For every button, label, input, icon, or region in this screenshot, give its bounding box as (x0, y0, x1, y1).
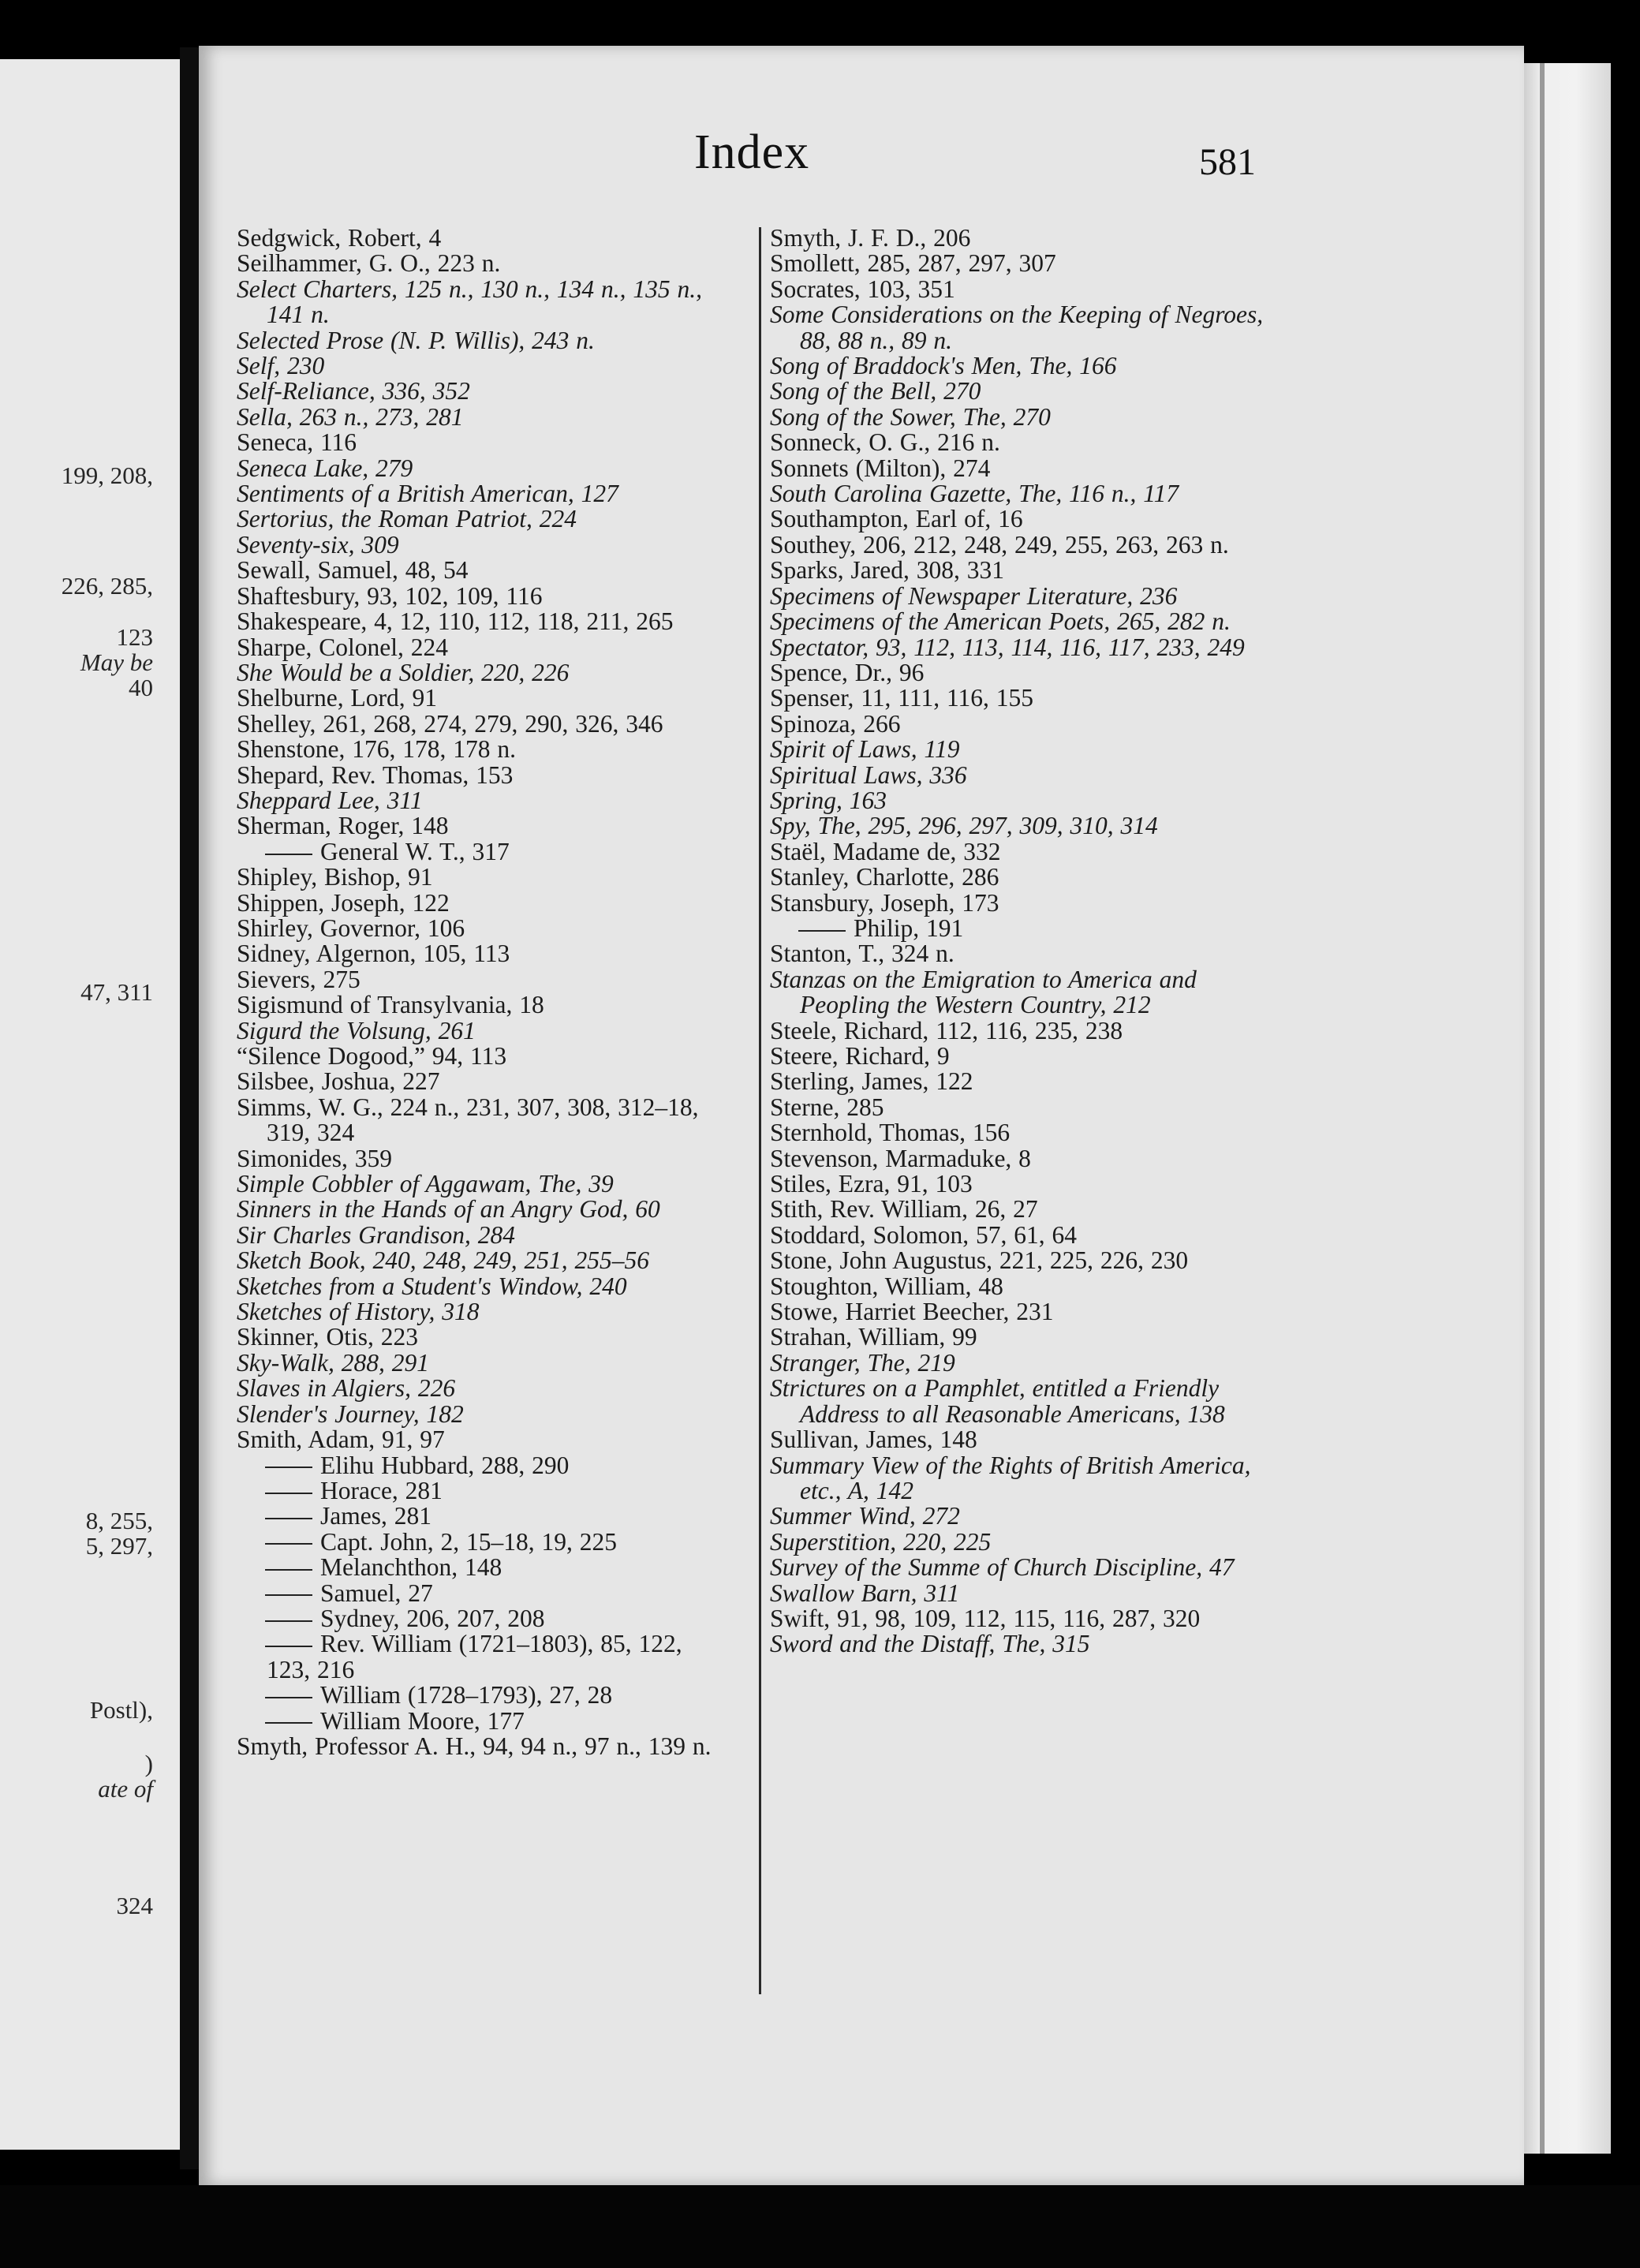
index-entry-text: Swallow Barn, 311 (770, 1579, 960, 1607)
index-entry (770, 660, 1267, 686)
index-entry-text: Silsbee, Joshua, 227 (237, 1067, 440, 1096)
previous-page-fragment: ) (144, 1750, 153, 1777)
index-entry (237, 1044, 726, 1069)
ditto-dash (265, 1646, 312, 1647)
index-entry (237, 813, 726, 839)
index-entry-text: Spy, The, 295, 296, 297, 309, 310, 314 (770, 812, 1158, 840)
index-entry-text: Southey, 206, 212, 248, 249, 255, 263, 263 n. (770, 530, 1229, 559)
index-entry-text: Stansbury, Joseph, 173 (770, 888, 999, 917)
index-entry-text: Shepard, Rev. Thomas, 153 (237, 760, 514, 789)
book-gutter (180, 47, 199, 2169)
index-entry (770, 1197, 1267, 1222)
index-entry (770, 532, 1267, 558)
index-entry-text: Slender's Journey, 182 (237, 1399, 464, 1428)
index-entry (237, 402, 726, 431)
index-entry (770, 558, 1267, 583)
index-entry (770, 813, 1267, 839)
index-entry-text: William Moore, 177 (320, 1706, 525, 1735)
index-entry-text: James, 281 (320, 1502, 431, 1530)
previous-page-fragment: 40 (129, 674, 153, 701)
index-entry (770, 1095, 1267, 1120)
index-entry (237, 379, 726, 404)
previous-page-fragment: 47, 311 (80, 978, 153, 1006)
index-entry-text: Spenser, 11, 111, 116, 155 (770, 684, 1034, 712)
previous-page-fragment: 123 (116, 623, 153, 651)
index-entry-text: Sir Charles Grandison, 284 (237, 1220, 516, 1249)
index-entry (237, 1683, 726, 1708)
index-entry-text: Song of the Sower, The, 270 (770, 402, 1051, 431)
index-entry-text: Sievers, 275 (237, 965, 361, 993)
ditto-dash (265, 1722, 312, 1724)
index-entry (237, 1171, 726, 1197)
index-entry-text: Seilhammer, G. O., 223 n. (237, 249, 501, 278)
index-entry (770, 1171, 1267, 1197)
index-entry-text: Stranger, The, 219 (770, 1348, 955, 1377)
page-number: 581 (1199, 141, 1256, 183)
page-title: Index (694, 125, 810, 179)
previous-page-fragment: 8, 255, (85, 1507, 153, 1534)
index-entry (237, 353, 726, 379)
index-entry (770, 1606, 1267, 1631)
previous-page-fragment: 5, 297, (85, 1532, 153, 1560)
column-divider (759, 227, 761, 1994)
ditto-dash (265, 1697, 312, 1698)
index-entry (770, 1248, 1267, 1273)
index-entry (237, 1504, 726, 1529)
index-entry (770, 1220, 1267, 1249)
index-entry-text: Sedgwick, Robert, 4 (237, 224, 442, 252)
index-entry (770, 686, 1267, 711)
index-entry (237, 941, 726, 966)
index-entry (237, 277, 726, 328)
index-entry-text: Stanley, Charlotte, 286 (770, 863, 999, 891)
index-entry (237, 788, 726, 813)
index-entry-text: Simonides, 359 (237, 1144, 393, 1172)
index-entry (770, 941, 1267, 966)
index-entry-text: Capt. John, 2, 15–18, 19, 225 (320, 1527, 618, 1556)
index-entry (770, 609, 1267, 634)
index-entry-text: Southampton, Earl of, 16 (770, 505, 1023, 533)
index-entry (770, 251, 1267, 276)
index-entry (237, 456, 726, 481)
index-entry (770, 1120, 1267, 1145)
index-entry (237, 609, 726, 634)
index-entry-text: Stanzas on the Emigration to America and Peopling the Western Country, 212 (770, 965, 1197, 1019)
index-entry-text: Stith, Rev. William, 26, 27 (770, 1195, 1038, 1224)
index-entry-text: Shipley, Bishop, 91 (237, 863, 433, 891)
index-entry (770, 1453, 1267, 1504)
index-entry-text: Strictures on a Pamphlet, entitled a Friendly Address to all Reasonable Americans, 138 (770, 1374, 1225, 1428)
index-entry-text: Sigurd the Volsung, 261 (237, 1016, 476, 1044)
index-entry (237, 1376, 726, 1401)
index-entry-text: Seventy-six, 309 (237, 530, 399, 559)
index-entry-text: Spiritual Laws, 336 (770, 760, 967, 789)
index-entry-text: Self-Reliance, 336, 352 (237, 377, 470, 405)
index-entry-text: Shelley, 261, 268, 274, 279, 290, 326, 346 (237, 709, 663, 738)
index-entry (237, 888, 726, 917)
index-entry-text: Self, 230 (237, 352, 325, 380)
index-entry (237, 1069, 726, 1094)
index-entry (770, 302, 1267, 353)
index-column-left (237, 226, 726, 1759)
index-entry (237, 737, 726, 762)
index-entry-text: Smyth, Professor A. H., 94, 94 n., 97 n., 139 n. (237, 1732, 712, 1760)
index-entry-text: Survey of the Summe of Church Discipline, 47 (770, 1553, 1235, 1582)
index-entry (237, 865, 726, 890)
scan-bottom-border (0, 2185, 1640, 2268)
index-entry-text: Song of Braddock's Men, The, 166 (770, 352, 1117, 380)
index-entry (770, 865, 1267, 890)
index-entry-text: Stone, John Augustus, 221, 225, 226, 230 (770, 1246, 1189, 1275)
index-entry-text: Philip, 191 (854, 914, 964, 942)
index-entry (770, 379, 1267, 404)
index-entry-text: Spirit of Laws, 119 (770, 735, 960, 764)
index-entry (237, 1274, 726, 1299)
index-entry-text: Shakespeare, 4, 12, 110, 112, 118, 211, 265 (237, 607, 674, 636)
index-entry (237, 481, 726, 506)
index-entry-text: Spence, Dr., 96 (770, 658, 925, 686)
index-entry-text: Samuel, 27 (320, 1579, 433, 1607)
index-entry (237, 1399, 726, 1428)
index-entry-text: Stoughton, William, 48 (770, 1272, 1003, 1300)
index-column-right (770, 226, 1267, 1657)
index-entry (237, 1095, 726, 1146)
index-entry (237, 1348, 726, 1377)
index-entry (237, 1555, 726, 1580)
index-entry (237, 1478, 726, 1504)
index-entry-text: Spectator, 93, 112, 113, 114, 116, 117, 233, 249 (770, 633, 1245, 661)
index-entry (770, 1527, 1267, 1556)
index-entry-text: Sonnets (Milton), 274 (770, 454, 991, 482)
index-entry (770, 1274, 1267, 1299)
index-entry-text: Sheppard Lee, 311 (237, 786, 423, 814)
ditto-dash (265, 1569, 312, 1571)
index-entry-text: Shippen, Joseph, 122 (237, 888, 450, 917)
index-entry (237, 1146, 726, 1171)
index-entry (770, 967, 1267, 1018)
index-entry (237, 1527, 726, 1556)
index-entry-text: Sonneck, O. G., 216 n. (770, 428, 1000, 457)
index-entry-text: Stowe, Harriet Beecher, 231 (770, 1298, 1054, 1326)
index-entry (237, 916, 726, 941)
index-entry-text: Song of the Bell, 270 (770, 377, 981, 405)
index-entry (770, 506, 1267, 532)
index-entry (770, 430, 1267, 455)
index-entry (770, 888, 1267, 917)
index-entry-text: Simms, W. G., 224 n., 231, 307, 308, 312–18, 319, 324 (237, 1093, 699, 1147)
index-entry-text: Swift, 91, 98, 109, 112, 115, 116, 287, 320 (770, 1604, 1201, 1632)
previous-page-fragment: 199, 208, (61, 461, 153, 489)
ditto-dash (265, 1518, 312, 1519)
previous-page-fragment: 226, 285, (61, 572, 153, 600)
index-entry (237, 532, 726, 558)
index-entry (770, 916, 1267, 941)
index-entry-text: Socrates, 103, 351 (770, 275, 955, 303)
index-entry (770, 581, 1267, 610)
index-entry-text: Shirley, Governor, 106 (237, 914, 465, 942)
index-entry (770, 277, 1267, 302)
index-entry-text: Stevenson, Marmaduke, 8 (770, 1144, 1031, 1172)
index-entry (237, 506, 726, 532)
index-entry (770, 1069, 1267, 1094)
index-entry-text: Steele, Richard, 112, 116, 235, 238 (770, 1016, 1123, 1044)
index-entry (237, 1248, 726, 1273)
index-entry-text: Specimens of the American Poets, 265, 282 n. (770, 607, 1231, 636)
index-entry-text: Summer Wind, 272 (770, 1502, 960, 1530)
index-entry-text: Superstition, 220, 225 (770, 1527, 992, 1556)
index-entry (237, 1299, 726, 1325)
index-entry (237, 1734, 726, 1759)
index-entry (237, 1631, 726, 1683)
index-entry (770, 1427, 1267, 1452)
index-entry-text: Spinoza, 266 (770, 709, 901, 738)
index-entry (237, 1197, 726, 1222)
ditto-dash (265, 1620, 312, 1622)
index-entry-text: Select Charters, 125 n., 130 n., 134 n., 135 n., 141 n. (237, 275, 702, 329)
index-entry-text: Sternhold, Thomas, 156 (770, 1119, 1011, 1147)
index-entry (770, 1146, 1267, 1171)
index-entry (237, 226, 726, 251)
index-entry-text: Sterne, 285 (770, 1093, 884, 1121)
index-entry (770, 1325, 1267, 1350)
index-entry-text: Sullivan, James, 148 (770, 1425, 977, 1454)
index-entry (237, 760, 726, 789)
index-entry-text: Sidney, Algernon, 105, 113 (237, 940, 510, 968)
index-entry-text: Strahan, William, 99 (770, 1323, 977, 1351)
ditto-dash (265, 1594, 312, 1596)
ditto-dash (265, 1467, 312, 1468)
previous-page-edge (0, 59, 180, 2150)
index-entry-text: General W. T., 317 (320, 837, 510, 865)
index-entry (237, 839, 726, 865)
index-entry-text: Sentiments of a British American, 127 (237, 480, 618, 508)
index-entry-text: Sharpe, Colonel, 224 (237, 633, 448, 661)
index-entry-text: Sertorius, the Roman Patriot, 224 (237, 505, 577, 533)
index-entry (237, 1018, 726, 1044)
index-entry-text: Stanton, T., 324 n. (770, 940, 954, 968)
previous-page-fragment: ate of (98, 1775, 153, 1803)
index-entry-text: South Carolina Gazette, The, 116 n., 117 (770, 480, 1179, 508)
index-entry (237, 1606, 726, 1631)
ditto-dash (265, 1543, 312, 1545)
index-entry-text: Sword and the Distaff, The, 315 (770, 1630, 1090, 1658)
index-entry (237, 328, 726, 353)
index-entry (770, 1299, 1267, 1325)
index-entry (237, 686, 726, 711)
index-entry-text: Melanchthon, 148 (320, 1553, 502, 1582)
index-entry-text: Horace, 281 (320, 1476, 443, 1504)
index-entry (770, 402, 1267, 431)
index-entry (237, 1220, 726, 1249)
index-entry-text: Sketches from a Student's Window, 240 (237, 1272, 627, 1300)
index-entry-text: She Would be a Soldier, 220, 226 (237, 658, 570, 686)
index-entry (237, 967, 726, 992)
previous-page-fragment: 324 (116, 1892, 153, 1919)
index-entry (770, 1348, 1267, 1377)
index-entry (237, 709, 726, 738)
index-entry-text: Staël, Madame de, 332 (770, 837, 1001, 865)
index-entry-text: Some Considerations on the Keeping of Negroes, 88, 88 n., 89 n. (770, 301, 1264, 354)
index-entry (770, 635, 1267, 660)
index-entry-text: William (1728–1793), 27, 28 (320, 1681, 613, 1709)
index-entry (770, 481, 1267, 506)
index-entry (237, 581, 726, 610)
index-entry (770, 788, 1267, 813)
index-entry-text: Sigismund of Transylvania, 18 (237, 991, 544, 1019)
index-entry-text: Steere, Richard, 9 (770, 1042, 950, 1070)
index-entry-text: Simple Cobbler of Aggawam, The, 39 (237, 1170, 614, 1198)
previous-page-fragment: Postl), (89, 1696, 153, 1724)
index-entry-text: Smollett, 285, 287, 297, 307 (770, 249, 1056, 278)
index-entry (237, 635, 726, 660)
index-entry-text: Shaftesbury, 93, 102, 109, 116 (237, 581, 543, 610)
index-entry (770, 1555, 1267, 1580)
index-entry (237, 1453, 726, 1478)
index-entry-text: Seneca, 116 (237, 428, 357, 457)
index-entry (237, 430, 726, 455)
index-entry (237, 992, 726, 1018)
index-entry (770, 709, 1267, 738)
index-entry-text: “Silence Dogood,” 94, 113 (237, 1042, 507, 1070)
index-entry-text: Sherman, Roger, 148 (237, 812, 449, 840)
index-entry-text: Sinners in the Hands of an Angry God, 60 (237, 1195, 660, 1224)
index-entry (770, 1581, 1267, 1606)
index-entry-text: Stiles, Ezra, 91, 103 (770, 1170, 973, 1198)
index-entry (770, 353, 1267, 379)
index-entry (770, 839, 1267, 865)
index-entry (770, 226, 1267, 251)
ditto-dash (265, 854, 312, 855)
index-entry (770, 760, 1267, 789)
index-entry (237, 1706, 726, 1735)
index-entry-text: Sketches of History, 318 (237, 1298, 480, 1326)
index-entry (237, 1325, 726, 1350)
index-entry-text: Rev. William (1721–1803), 85, 122, 123, 216 (267, 1630, 682, 1683)
index-entry (770, 1631, 1267, 1657)
index-entry-text: Sella, 263 n., 273, 281 (237, 402, 464, 431)
index-entry-text: Sketch Book, 240, 248, 249, 251, 255–56 (237, 1246, 650, 1275)
index-entry-text: Elihu Hubbard, 288, 290 (320, 1451, 570, 1479)
index-entry (770, 737, 1267, 762)
index-entry (770, 1018, 1267, 1044)
index-entry-text: Seneca Lake, 279 (237, 454, 413, 482)
index-entry (770, 456, 1267, 481)
index-entry-text: Skinner, Otis, 223 (237, 1323, 418, 1351)
index-entry-text: Sewall, Samuel, 48, 54 (237, 556, 469, 585)
index-entry-text: Slaves in Algiers, 226 (237, 1374, 456, 1403)
index-entry-text: Sterling, James, 122 (770, 1067, 973, 1096)
previous-page-fragment: May be (80, 648, 153, 676)
index-entry-text: Shelburne, Lord, 91 (237, 684, 437, 712)
index-entry-text: Sky-Walk, 288, 291 (237, 1348, 430, 1377)
index-entry-text: Sparks, Jared, 308, 331 (770, 556, 1004, 585)
index-entry (237, 1427, 726, 1452)
index-entry (770, 1376, 1267, 1427)
ditto-dash (265, 1493, 312, 1494)
page-stack-edge (1524, 63, 1611, 2154)
index-entry-text: Specimens of Newspaper Literature, 236 (770, 581, 1178, 610)
index-entry-text: Sydney, 206, 207, 208 (320, 1604, 545, 1632)
index-entry-text: Smith, Adam, 91, 97 (237, 1425, 445, 1454)
index-entry-text: Smyth, J. F. D., 206 (770, 224, 971, 252)
index-entry-text: Spring, 163 (770, 786, 887, 814)
index-entry (237, 251, 726, 276)
index-entry (237, 558, 726, 583)
index-entry (237, 1581, 726, 1606)
index-entry-text: Stoddard, Solomon, 57, 61, 64 (770, 1220, 1078, 1249)
index-entry-text: Summary View of the Rights of British America, etc., A, 142 (770, 1451, 1251, 1504)
index-entry-text: Selected Prose (N. P. Willis), 243 n. (237, 326, 595, 354)
index-entry (770, 1504, 1267, 1529)
index-entry-text: Shenstone, 176, 178, 178 n. (237, 735, 516, 764)
index-entry (237, 660, 726, 686)
ditto-dash (798, 930, 846, 932)
index-entry (770, 1044, 1267, 1069)
